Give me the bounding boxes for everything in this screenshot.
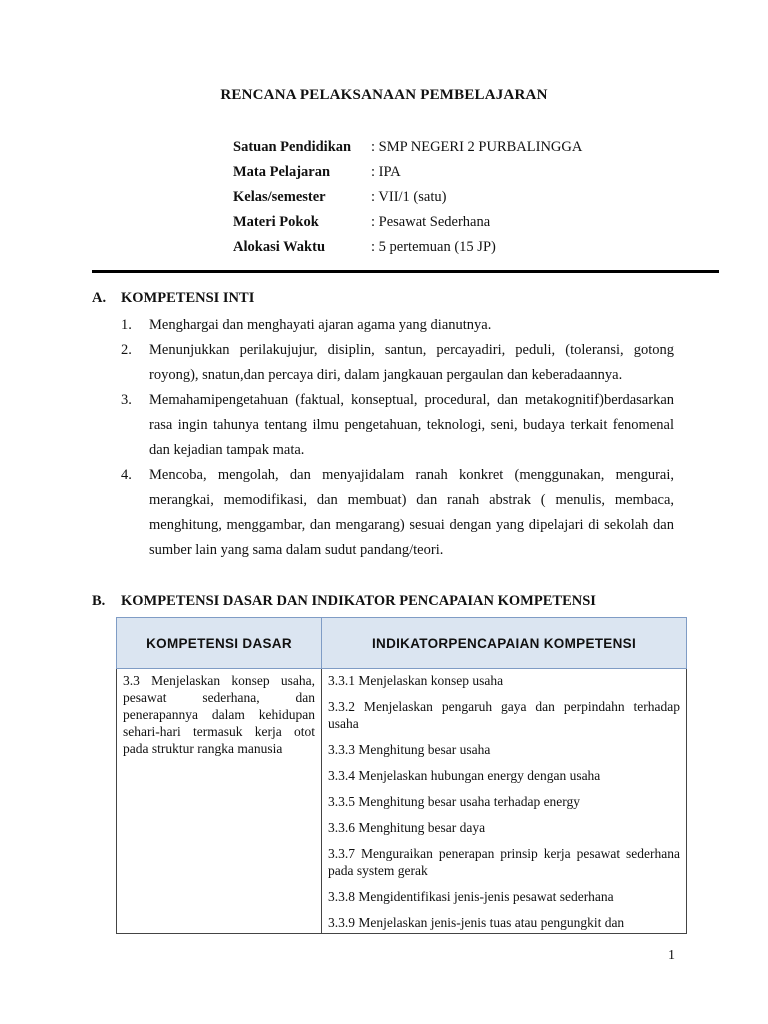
list-text: Mencoba, mengolah, dan menyajidalam ranah konkret (menggunakan, mengurai, merangkai, memodifikasi, dan membuat) dan ranah abstrak ( menulis, membaca, menghitung, menggambar, dan mengarang) sesuai dengan yang dipelajari di sekolah dan sumber lain yang sama dalam sudut pandang/teori.	[149, 467, 674, 558]
identity-row-topic	[233, 212, 713, 237]
list-item	[92, 313, 682, 338]
document-title: RENCANA PELAKSANAAN PEMBELAJARAN	[220, 87, 548, 103]
kd-cell	[117, 669, 322, 934]
indicator-item: 3.3.5 Menghitung besar usaha terhadap energy	[328, 794, 581, 809]
column-header-indicator: INDIKATORPENCAPAIAN KOMPETENSI	[322, 618, 687, 669]
indicator-item: 3.3.4 Menjelaskan hubungan energy dengan usaha	[328, 768, 601, 783]
indicator-item: 3.3.1 Menjelaskan konsep usaha	[328, 673, 504, 688]
kd-text: 3.3 Menjelaskan konsep usaha, pesawat sederhana, dan penerapannya dalam kehidupan sehari-hari termasuk kerja otot pada struktur rangka manusia	[123, 673, 315, 756]
table-row	[117, 669, 687, 934]
section-title: KOMPETENSI DASAR DAN INDIKATOR PENCAPAIAN KOMPETENSI	[121, 593, 596, 609]
list-number: 1.	[121, 317, 132, 333]
identity-value: : 5 pertemuan (15 JP)	[371, 239, 496, 255]
identity-label: Materi Pokok	[233, 214, 319, 230]
indicator-item: 3.3.8 Mengidentifikasi jenis-jenis pesawat sederhana	[328, 889, 614, 904]
list-text: Menghargai dan menghayati ajaran agama yang dianutnya.	[149, 317, 492, 333]
identity-value: : IPA	[371, 164, 401, 180]
header-divider	[92, 270, 719, 273]
section-letter: B.	[92, 593, 106, 609]
identity-value: : SMP NEGERI 2 PURBALINGGA	[371, 139, 583, 155]
section-title: KOMPETENSI INTI	[121, 290, 255, 306]
list-item	[92, 463, 682, 563]
identity-label: Kelas/semester	[233, 189, 326, 205]
identity-label: Mata Pelajaran	[233, 164, 331, 180]
identity-row-school	[233, 137, 713, 162]
ki-list	[92, 313, 682, 563]
table-header-row	[117, 618, 687, 669]
section-letter: A.	[92, 290, 107, 306]
indicator-item: 3.3.3 Menghitung besar usaha	[328, 742, 491, 757]
identity-value: : Pesawat Sederhana	[371, 214, 491, 230]
indicator-cell	[322, 669, 687, 934]
list-number: 3.	[121, 392, 132, 408]
kd-indicator-table	[116, 617, 687, 934]
section-kompetensi-inti	[92, 288, 682, 563]
identity-block	[233, 137, 713, 262]
section-heading	[92, 591, 682, 611]
identity-row-time	[233, 237, 713, 262]
indicator-item: 3.3.2 Menjelaskan pengaruh gaya dan perpindahn terhadap usaha	[328, 699, 680, 731]
indicator-item: 3.3.9 Menjelaskan jenis-jenis tuas atau pengungkit dan	[328, 915, 625, 930]
identity-label: Alokasi Waktu	[233, 239, 326, 255]
section-kompetensi-dasar	[92, 591, 682, 611]
list-number: 2.	[121, 342, 132, 358]
identity-value: : VII/1 (satu)	[371, 189, 447, 205]
identity-label: Satuan Pendidikan	[233, 139, 352, 155]
identity-row-subject	[233, 162, 713, 187]
section-heading	[92, 288, 682, 308]
identity-row-class	[233, 187, 713, 212]
list-item	[92, 388, 682, 463]
list-text: Menunjukkan perilakujujur, disiplin, santun, percayadiri, peduli, (toleransi, gotong royong), snatun,dan percaya diri, dalam jangkauan pergaulan dan keberadaannya.	[149, 342, 674, 383]
list-text: Memahamipengetahuan (faktual, konseptual, procedural, dan metakognitif)berdasarkan rasa ingin tahunya tentang ilmu pengetahuan, teknologi, seni, budaya terkait fenomenal dan kejadian tampak mata.	[149, 392, 674, 458]
column-header-kd: KOMPETENSI DASAR	[117, 618, 322, 669]
list-number: 4.	[121, 467, 132, 483]
page-number: 1	[668, 948, 675, 963]
indicator-item: 3.3.7 Menguraikan penerapan prinsip kerja pesawat sederhana pada system gerak	[328, 846, 680, 878]
list-item	[92, 338, 682, 388]
indicator-item: 3.3.6 Menghitung besar daya	[328, 820, 486, 835]
